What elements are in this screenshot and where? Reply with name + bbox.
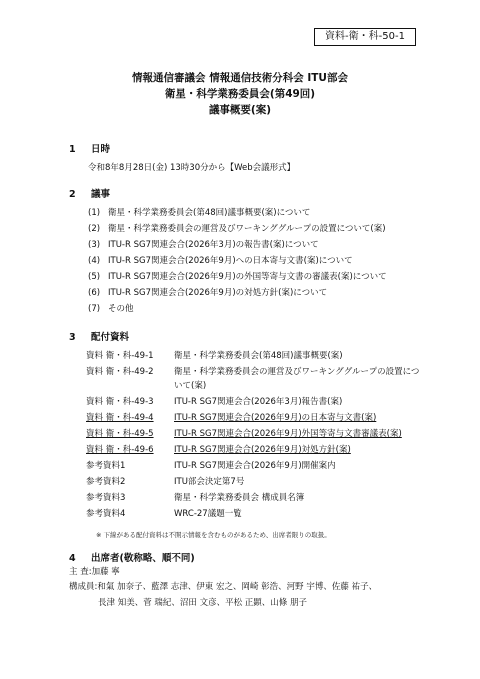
meeting-datetime: 令和8年8月28日(金) 13時30分から【Web会議形式】 (88, 163, 296, 173)
material-row: 参考資料1 ITU-R SG7関連会合(2026年9月)開催案内 (86, 461, 336, 471)
document-id-box: 資料-衛・科-50-1 (314, 28, 416, 46)
title-line-1: 情報通信審議会 情報通信技術分科会 ITU部会 (132, 72, 348, 84)
section-3-heading (69, 329, 129, 343)
members-line-2: 長津 知美、菅 瑞紀、沼田 文彦、平松 正顕、山條 朋子 (98, 598, 308, 608)
members-line-1: 構成員:和氣 加奈子、藍澤 志津、伊東 宏之、岡崎 彰浩、河野 宇博、佐藤 祐子、 (69, 582, 378, 592)
material-row-restricted: 資料 衛・科-49-4 ITU-R SG7関連会合(2026年9月)の日本寄与文書(案) (86, 413, 377, 423)
section-3-number: 3 (69, 332, 76, 343)
section-1-heading (69, 141, 110, 155)
agenda-item: (3) ITU-R SG7関連会合(2026年3月)の報告書(案)について (88, 240, 319, 250)
material-row: 資料 衛・科-49-2 衛星・科学業務委員会の運営及びワーキンググループの設置について(案) (86, 367, 420, 391)
agenda-item: (1) 衛星・科学業務委員会(第48回)議事概要(案)について (88, 208, 311, 218)
section-2-heading (69, 186, 110, 200)
material-row: 参考資料3 衛星・科学業務委員会 構成員名簿 (86, 493, 305, 503)
section-4-heading (69, 550, 195, 564)
agenda-item: (7) その他 (88, 304, 134, 314)
section-2-number: 2 (69, 189, 76, 200)
agenda-item: (4) ITU-R SG7関連会合(2026年9月)への日本寄与文書(案)について (88, 256, 353, 266)
material-row: 資料 衛・科-49-3 ITU-R SG7関連会合(2026年3月)報告書(案) (86, 397, 343, 407)
material-row: 参考資料4 WRC-27議題一覧 (86, 509, 242, 519)
chair-line: 主 査:加藤 寧 (69, 567, 120, 577)
material-row: 参考資料2 ITU部会決定第7号 (86, 477, 245, 487)
agenda-item: (5) ITU-R SG7関連会合(2026年9月)の外国等寄与文書の審議表(案)について (88, 272, 387, 282)
section-1-title: 日時 (91, 144, 111, 155)
section-3-title: 配付資料 (91, 332, 130, 343)
title-line-3: 議事概要(案) (208, 104, 272, 116)
material-row-restricted: 資料 衛・科-49-5 ITU-R SG7関連会合(2026年9月)外国等寄与文書審議表(案) (86, 429, 402, 439)
title-line-2: 衛星・科学業務委員会(第49回) (164, 88, 316, 100)
material-row-restricted: 資料 衛・科-49-6 ITU-R SG7関連会合(2026年9月)対処方針(案) (86, 445, 351, 455)
restricted-materials-note: ※ 下線がある配付資料は不開示情報を含むものがあるため、出席者限りの取扱。 (96, 531, 331, 539)
section-4-number: 4 (69, 553, 76, 564)
agenda-item: (6) ITU-R SG7関連会合(2026年9月)の対処方針(案)について (88, 288, 328, 298)
agenda-item: (2) 衛星・科学業務委員会の運営及びワーキンググループの設置について(案) (88, 224, 386, 234)
material-row: 資料 衛・科-49-1 衛星・科学業務委員会(第48回)議事概要(案) (86, 351, 343, 361)
section-2-title: 議事 (91, 189, 111, 200)
section-1-number: 1 (69, 144, 76, 155)
section-4-title: 出席者(敬称略、順不同) (91, 553, 195, 564)
